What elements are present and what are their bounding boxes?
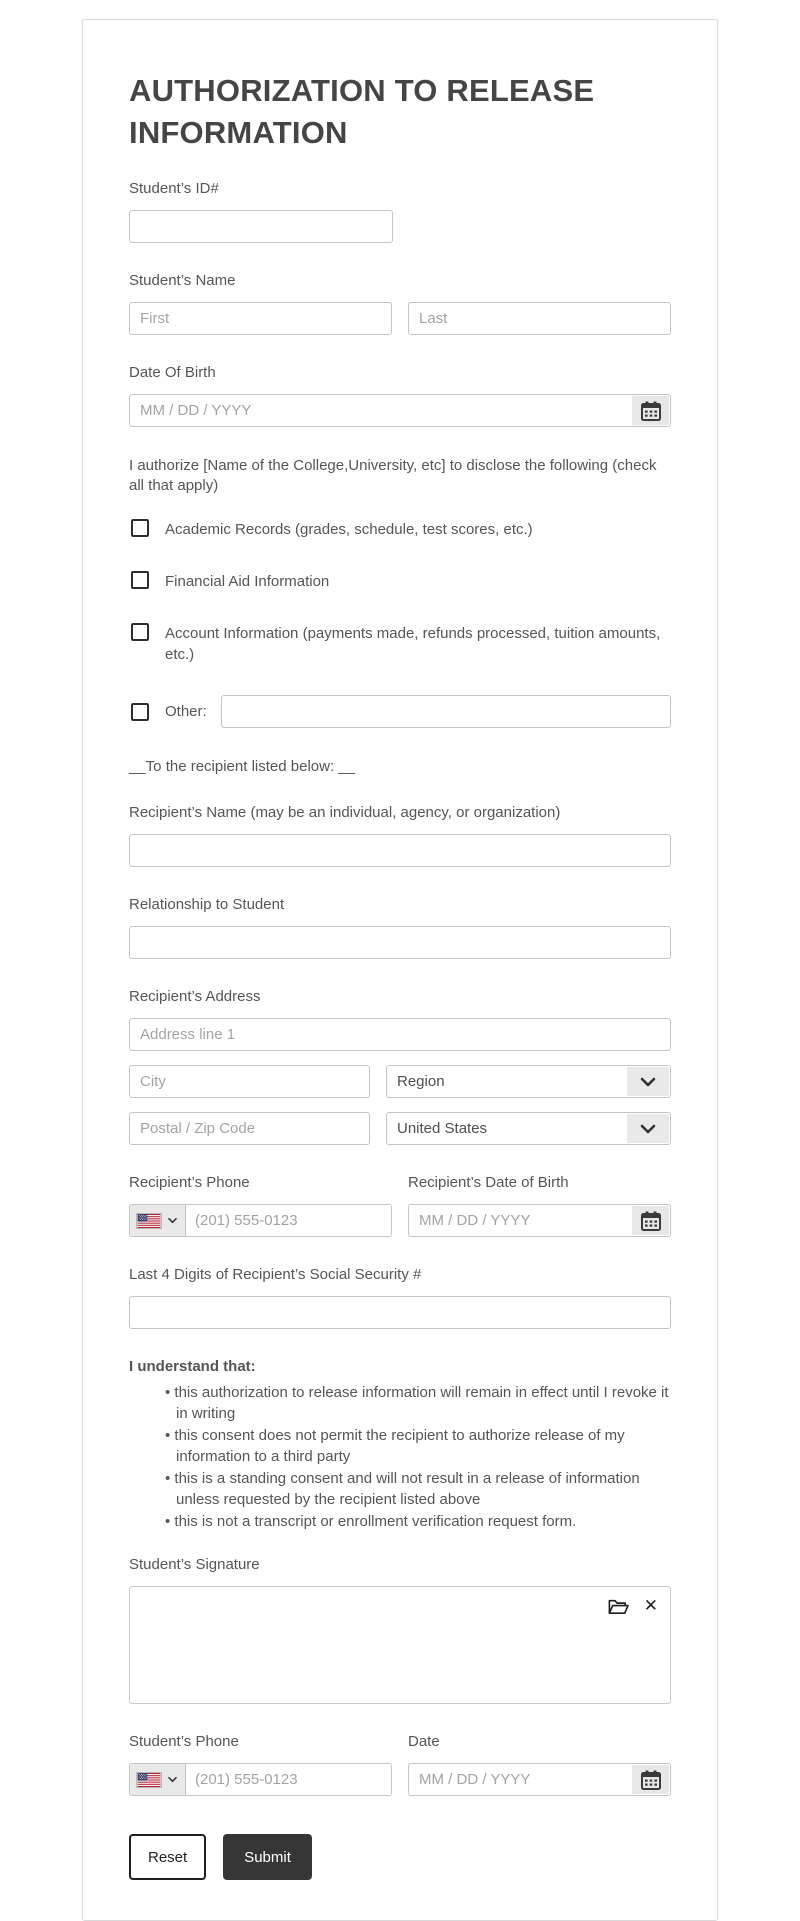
consent-heading: I understand that:	[129, 1358, 256, 1375]
submit-button[interactable]: Submit	[223, 1834, 312, 1880]
student-last-name-input[interactable]	[408, 302, 671, 335]
field-student-id	[129, 180, 671, 243]
recipient-phone-country-select[interactable]	[130, 1205, 186, 1236]
chevron-down-icon	[637, 1118, 659, 1140]
reset-button[interactable]: Reset	[129, 1834, 206, 1880]
city-input[interactable]	[129, 1065, 370, 1098]
checkbox-row-account-information	[129, 622, 671, 665]
recipient-phone-label: Recipient’s Phone	[129, 1174, 250, 1191]
calendar-icon	[639, 1209, 663, 1233]
student-phone-input[interactable]	[186, 1764, 391, 1795]
account-information-checkbox[interactable]	[131, 623, 149, 641]
calendar-icon	[639, 1768, 663, 1792]
ssn-input[interactable]	[129, 1296, 671, 1329]
form-actions	[129, 1834, 671, 1880]
consent-bullet: • this consent does not permit the recipient to authorize release of my information to a third party	[165, 1425, 671, 1467]
recipient-name-label: Recipient’s Name (may be an individual, agency, or organization)	[129, 804, 561, 821]
region-select-cap	[627, 1067, 669, 1096]
field-student-name	[129, 272, 671, 335]
region-select[interactable]	[386, 1065, 671, 1098]
field-student-phone-date	[129, 1733, 671, 1796]
checkbox-row-financial-aid	[129, 570, 671, 592]
consent-bullet: • this is not a transcript or enrollment verification request form.	[165, 1511, 671, 1532]
field-recipient-name	[129, 804, 671, 867]
folder-open-icon	[607, 1595, 630, 1617]
country-select-cap	[627, 1114, 669, 1143]
student-first-name-input[interactable]	[129, 302, 392, 335]
signature-pad[interactable]	[129, 1586, 671, 1704]
checkbox-row-academic-records	[129, 518, 671, 540]
field-date-of-birth	[129, 364, 671, 427]
other-input[interactable]	[221, 695, 671, 728]
recipient-intro-text: __To the recipient listed below: __	[129, 758, 355, 775]
region-select-value: Region	[397, 1073, 445, 1090]
consent-bullet: • this is a standing consent and will not result in a release of information unless requested by the recipient listed above	[165, 1468, 671, 1510]
us-flag-icon	[136, 1213, 162, 1229]
academic-records-checkbox[interactable]	[131, 519, 149, 537]
field-recipient-phone-dob	[129, 1174, 671, 1237]
form-title: AUTHORIZATION TO RELEASE INFORMATION	[129, 73, 595, 150]
dob-input[interactable]	[129, 394, 671, 427]
field-signature	[129, 1556, 671, 1704]
consent-bullet: • this authorization to release information will remain in effect until I revoke it in writing	[165, 1382, 671, 1424]
postal-code-input[interactable]	[129, 1112, 370, 1145]
us-flag-icon	[136, 1772, 162, 1788]
recipient-name-input[interactable]	[129, 834, 671, 867]
student-id-input[interactable]	[129, 210, 393, 243]
chevron-down-icon	[166, 1214, 179, 1227]
field-authorize-checkboxes	[129, 456, 671, 728]
dob-calendar-button[interactable]	[632, 396, 669, 425]
financial-aid-label: Financial Aid Information	[165, 573, 330, 590]
country-select-value: United States	[397, 1120, 488, 1137]
other-label: Other:	[165, 703, 207, 720]
date-label: Date	[408, 1733, 440, 1750]
relationship-label: Relationship to Student	[129, 896, 285, 913]
student-name-label: Student’s Name	[129, 272, 236, 289]
authorize-prompt: I authorize [Name of the College,University, etc] to disclose the following (check all that apply)	[129, 457, 657, 494]
signature-clear-button[interactable]: ✕	[643, 1595, 658, 1616]
student-id-label: Student’s ID#	[129, 180, 219, 197]
field-relationship	[129, 896, 671, 959]
checkbox-row-other	[129, 695, 671, 728]
consent-block	[129, 1358, 671, 1532]
chevron-down-icon	[166, 1773, 179, 1786]
chevron-down-icon	[637, 1071, 659, 1093]
dob-label: Date Of Birth	[129, 364, 216, 381]
form-card	[82, 19, 718, 1921]
country-select[interactable]	[386, 1112, 671, 1145]
ssn-label: Last 4 Digits of Recipient’s Social Security #	[129, 1266, 422, 1283]
recipient-dob-label: Recipient’s Date of Birth	[408, 1174, 569, 1191]
recipient-dob-calendar-button[interactable]	[632, 1206, 669, 1235]
signature-label: Student’s Signature	[129, 1556, 260, 1573]
financial-aid-checkbox[interactable]	[131, 571, 149, 589]
student-phone-country-select[interactable]	[130, 1764, 186, 1795]
calendar-icon	[639, 399, 663, 423]
relationship-input[interactable]	[129, 926, 671, 959]
recipient-phone-input[interactable]	[186, 1205, 391, 1236]
date-calendar-button[interactable]	[632, 1765, 669, 1794]
account-information-label: Account Information (payments made, refunds processed, tuition amounts, etc.)	[165, 625, 661, 663]
academic-records-label: Academic Records (grades, schedule, test scores, etc.)	[165, 521, 533, 538]
field-ssn	[129, 1266, 671, 1329]
recipient-address-label: Recipient’s Address	[129, 988, 261, 1005]
field-recipient-address	[129, 988, 671, 1145]
student-phone-label: Student’s Phone	[129, 1733, 239, 1750]
address-line1-input[interactable]	[129, 1018, 671, 1051]
other-checkbox[interactable]	[131, 703, 149, 721]
signature-load-button[interactable]	[607, 1595, 630, 1617]
